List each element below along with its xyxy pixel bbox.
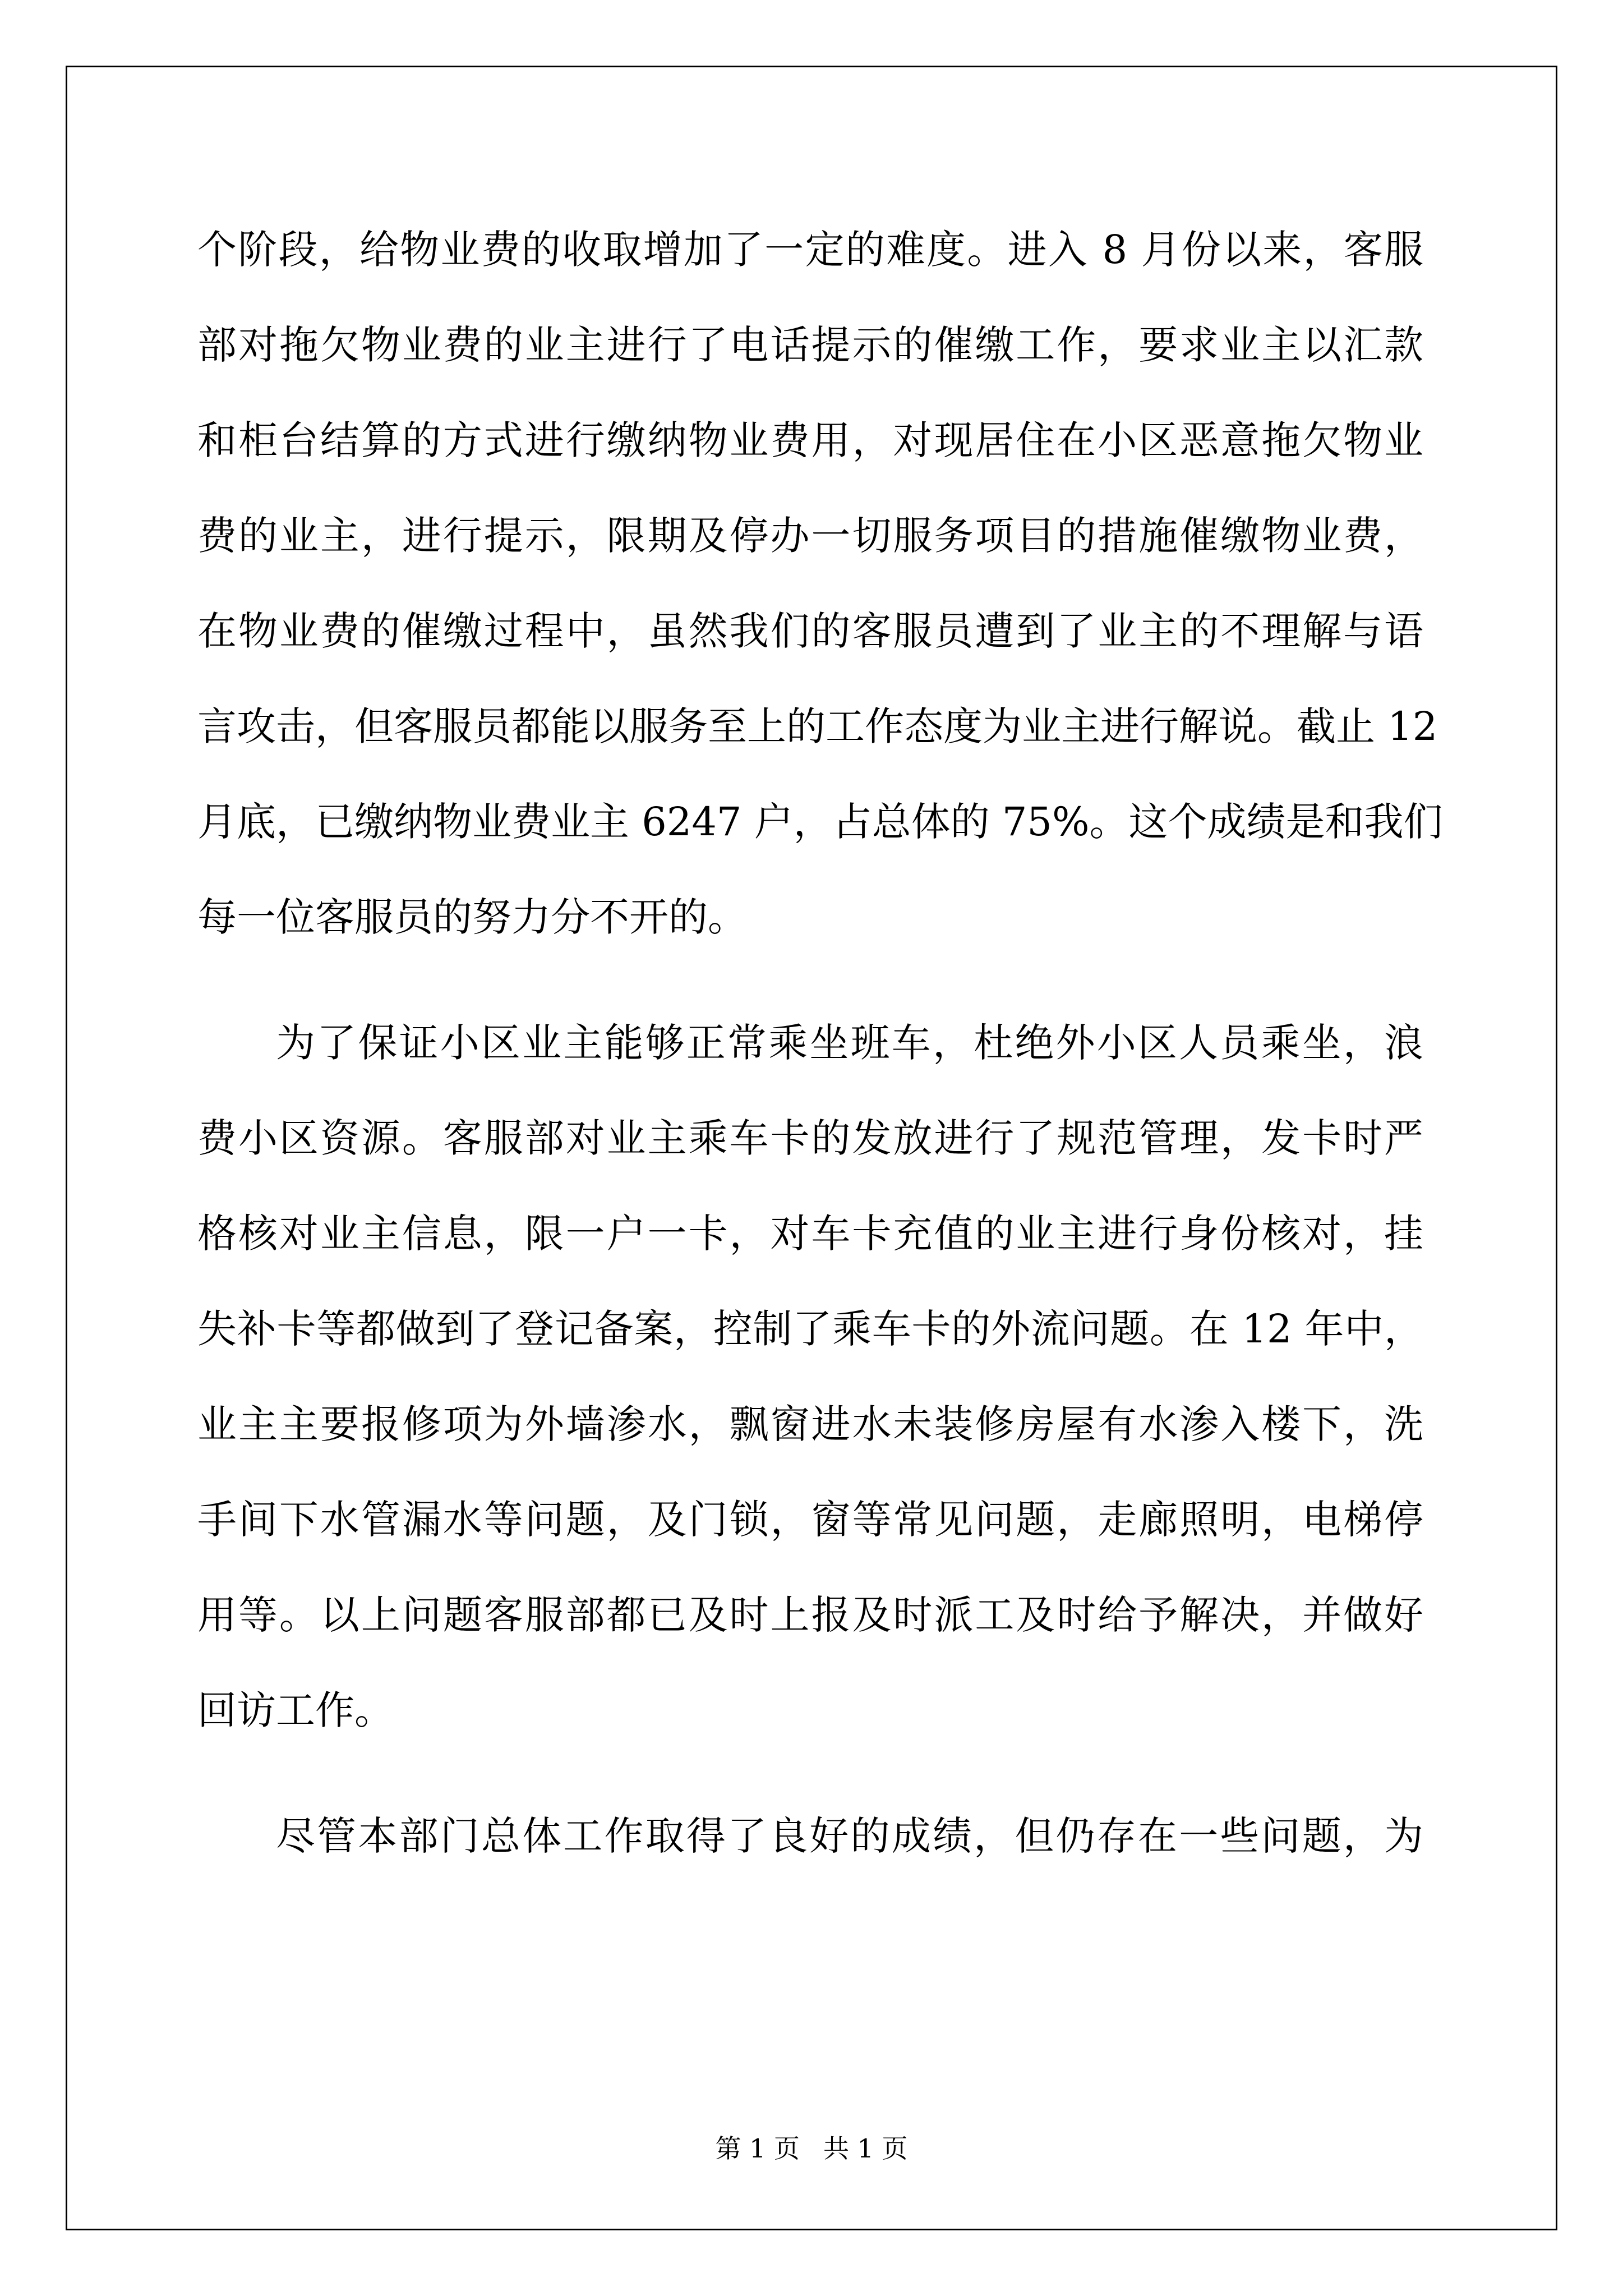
text-line: 费的业主，进行提示，限期及停办一切服务项目的措施催缴物业费， bbox=[197, 513, 1423, 559]
text-line: 和柜台结算的方式进行缴纳物业费用，对现居住在小区恶意拖欠物业 bbox=[197, 417, 1423, 463]
paragraph-gap bbox=[197, 965, 1423, 995]
text-line: 失补卡等都做到了登记备案，控制了乘车卡的外流问题。在 12 年中， bbox=[197, 1306, 1423, 1352]
text-line: 用等。以上问题客服部都已及时上报及时派工及时给予解决，并做好 bbox=[197, 1592, 1423, 1638]
page-footer bbox=[0, 2132, 1623, 2165]
text-line: 业主主要报修项为外墙渗水，飘窗进水未装修房屋有水渗入楼下，洗 bbox=[197, 1401, 1423, 1447]
text-line: 每一位客服员的努力分不开的。 bbox=[197, 894, 747, 940]
text-line: 手间下水管漏水等问题，及门锁，窗等常见问题，走廊照明，电梯停 bbox=[197, 1497, 1423, 1543]
paragraph-1 bbox=[197, 202, 1443, 965]
text-line: 格核对业主信息，限一户一卡，对车卡充值的业主进行身份核对，挂 bbox=[197, 1211, 1423, 1257]
paragraph-3 bbox=[197, 1788, 1423, 1884]
text-line: 部对拖欠物业费的业主进行了电话提示的催缴工作，要求业主以汇款 bbox=[197, 322, 1423, 368]
text-line: 费小区资源。客服部对业主乘车卡的发放进行了规范管理，发卡时严 bbox=[197, 1115, 1423, 1161]
text-line: 言攻击，但客服员都能以服务至上的工作态度为业主进行解说。截止 12 bbox=[197, 703, 1438, 749]
text-line: 在物业费的催缴过程中，虽然我们的客服员遭到了业主的不理解与语 bbox=[197, 608, 1423, 654]
text-line: 月底，已缴纳物业费业主 6247 户，占总体的 75%。这个成绩是和我们 bbox=[197, 799, 1443, 845]
paragraph-gap bbox=[197, 1758, 1423, 1788]
text-line: 尽管本部门总体工作取得了良好的成绩，但仍存在一些问题，为 bbox=[276, 1813, 1423, 1859]
page-number: 第 1 页 bbox=[715, 2133, 800, 2164]
text-line: 个阶段，给物业费的收取增加了一定的难度。进入 8 月份以来，客服 bbox=[197, 227, 1423, 273]
text-line: 回访工作。 bbox=[197, 1687, 394, 1733]
document-body bbox=[197, 202, 1443, 1884]
text-line: 为了保证小区业主能够正常乘坐班车，杜绝外小区人员乘坐，浪 bbox=[276, 1020, 1423, 1066]
paragraph-2 bbox=[197, 995, 1423, 1758]
page-total: 共 1 页 bbox=[823, 2133, 908, 2164]
